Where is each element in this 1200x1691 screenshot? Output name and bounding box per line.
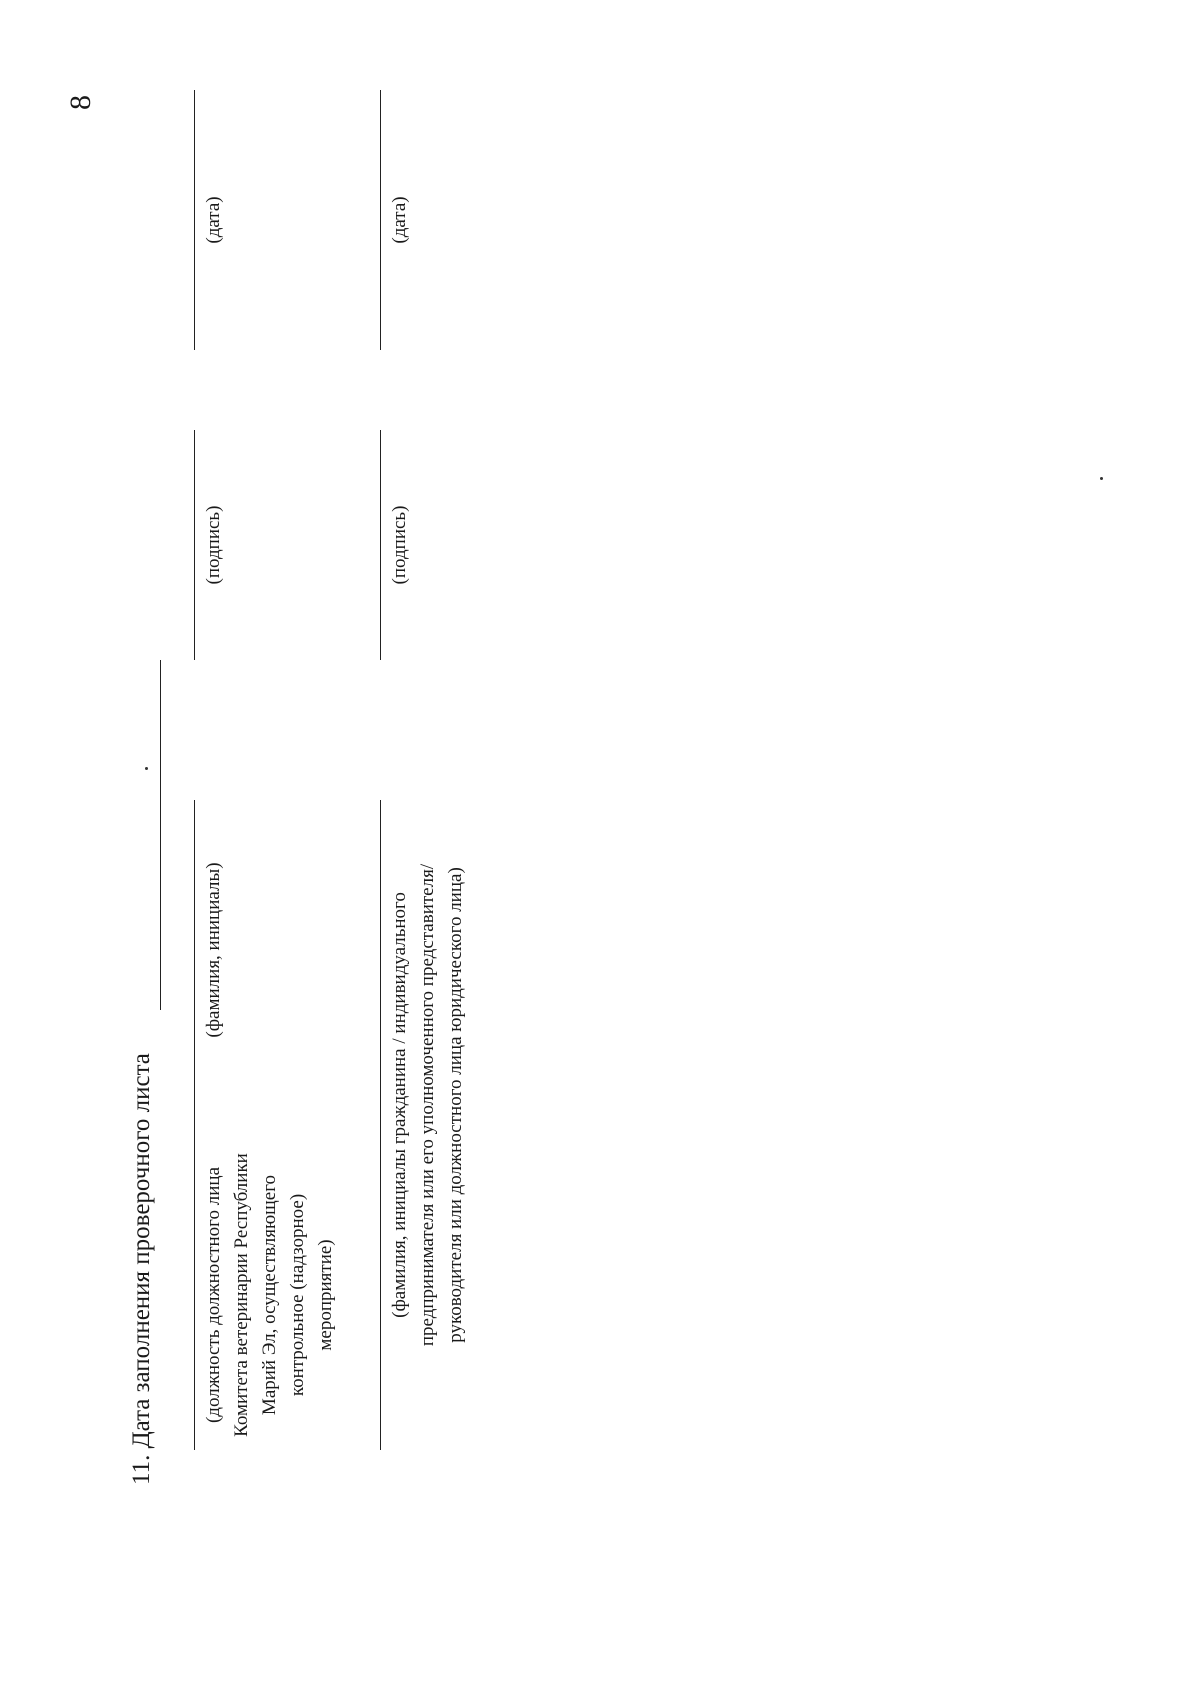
speck [145, 767, 148, 770]
inspector-position-line[interactable] [194, 800, 195, 1450]
date-fill-line[interactable] [160, 660, 161, 1010]
inspector-signature-line[interactable] [194, 430, 195, 660]
inspector-name-caption: (фамилия, инициалы) [203, 862, 224, 1038]
subject-date-caption: (дата) [389, 196, 410, 244]
subject-name-caption: (фамилия, инициалы гражданина / индивидуального предпринимателя или его уполномоченного представителя/ руководителя или должностного лица юридического лица) [389, 863, 466, 1347]
subject-signature-line[interactable] [380, 430, 381, 660]
inspector-date-caption: (дата) [203, 196, 224, 244]
section-heading: 11. Дата заполнения проверочного листа [128, 1053, 155, 1485]
inspector-position-caption: (должность должностного лица Комитета ветеринарии Республики Марий Эл, осуществляющего контрольное (надзорное) мероприятие) [203, 1153, 336, 1437]
rotated-page [0, 50, 1200, 1650]
inspector-signature-caption: (подпись) [203, 505, 224, 585]
subject-signature-caption: (подпись) [389, 505, 410, 585]
subject-date-line[interactable] [380, 90, 381, 350]
inspector-date-line[interactable] [194, 90, 195, 350]
subject-name-line[interactable] [380, 800, 381, 1450]
speck [1100, 477, 1103, 480]
page-number: 8 [64, 95, 97, 110]
